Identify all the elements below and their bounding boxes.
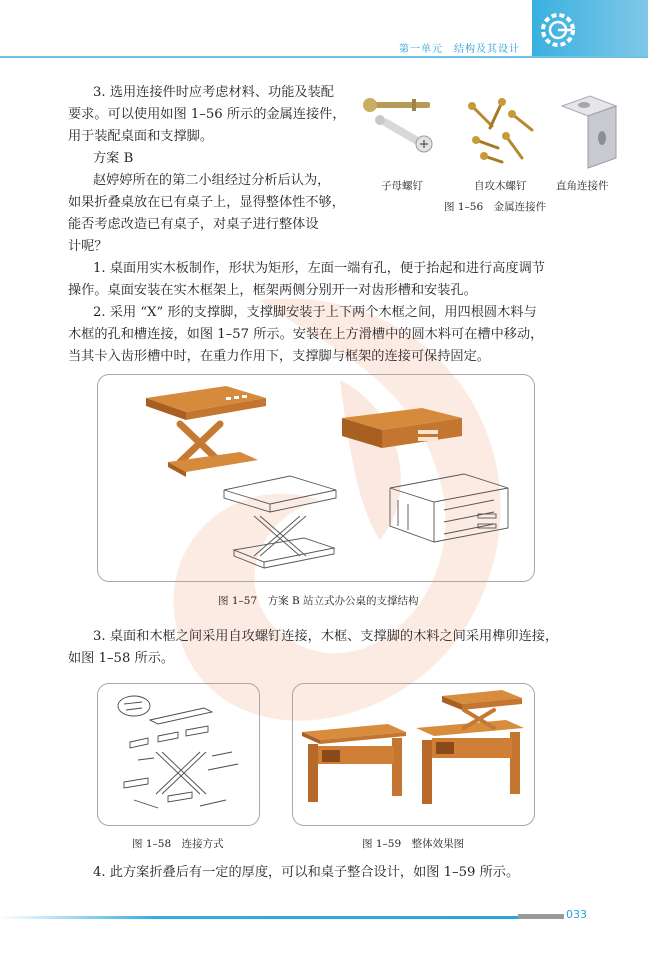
label-socket-screw: 子母螺钉 <box>381 180 423 192</box>
para-2-line-3: 能否考虑改造已有桌子，对桌子进行整体设 <box>68 217 319 232</box>
footer-marker <box>518 914 564 919</box>
desk-raised-colored-image <box>140 380 270 480</box>
para-1-line-2: 要求。可以使用如图 1–56 所示的金属连接件， <box>68 107 346 122</box>
self-tapping-screws-image <box>462 96 540 168</box>
integrated-desks-image <box>296 688 528 820</box>
header-rule <box>0 56 648 58</box>
label-right-angle-bracket: 直角连接件 <box>556 180 609 192</box>
figure-1-57-caption: 图 1–57 方案 B 站立式办公桌的支撑结构 <box>218 595 419 607</box>
footer-rule <box>0 916 520 919</box>
para-1-line-3: 用于装配桌面和支撑脚。 <box>68 129 214 144</box>
para-4-line-2: 木框的孔和槽连接，如图 1–57 所示。安装在上方滑槽中的圆木料可在槽中移动， <box>68 327 544 342</box>
unit-title: 第一单元 结构及其设计 <box>399 44 520 55</box>
para-4-line-3: 当其卡入齿形槽中时，在重力作用下，支撑脚与框架的连接可保持固定。 <box>68 349 490 364</box>
para-2-line-2: 如果折叠桌放在已有桌子上，显得整体性不够， <box>68 195 345 210</box>
para-5-line-2: 如图 1–58 所示。 <box>68 651 175 666</box>
page-number: 033 <box>566 908 587 921</box>
figure-1-59-caption: 图 1–59 整体效果图 <box>362 838 465 850</box>
para-4-line-1: 2. 采用 “X” 形的支撑脚，支撑脚安装于上下两个木框之间，用四根圆木料与 <box>93 305 537 320</box>
label-self-tapping-screw: 自攻木螺钉 <box>474 180 527 192</box>
socket-screw-image <box>362 92 442 172</box>
desk-folded-colored-image <box>336 404 466 456</box>
para-2-line-1: 赵婷婷所在的第二小组经过分析后认为， <box>93 173 331 188</box>
plan-b-heading: 方案 B <box>93 151 134 166</box>
right-angle-bracket-image <box>556 92 620 170</box>
para-5-line-1: 3. 桌面和木框之间采用自攻螺钉连接，木框、支撑脚的木料之间采用榫卯连接， <box>93 629 559 644</box>
para-6-line-1: 4. 此方案折叠后有一定的厚度，可以和桌子整合设计，如图 1–59 所示。 <box>93 865 520 880</box>
figure-1-58-caption: 图 1–58 连接方式 <box>132 838 224 850</box>
para-3-line-1: 1. 桌面用实木板制作，形状为矩形，左面一端有孔，便于抬起和进行高度调节 <box>93 261 545 276</box>
desk-raised-wireframe-image <box>220 470 340 570</box>
desk-folded-wireframe-image <box>384 466 514 562</box>
para-3-line-2: 操作。桌面安装在实木框架上，框架两侧分别开一对齿形槽和安装孔。 <box>68 283 477 298</box>
figure-1-56-caption: 图 1–56 金属连接件 <box>444 201 547 213</box>
para-2-line-4: 计呢？ <box>68 239 108 254</box>
para-1-line-1: 3. 选用连接件时应考虑材料、功能及装配 <box>93 85 334 100</box>
gear-logo-icon <box>536 8 580 52</box>
exploded-joint-diagram-image <box>108 690 250 818</box>
